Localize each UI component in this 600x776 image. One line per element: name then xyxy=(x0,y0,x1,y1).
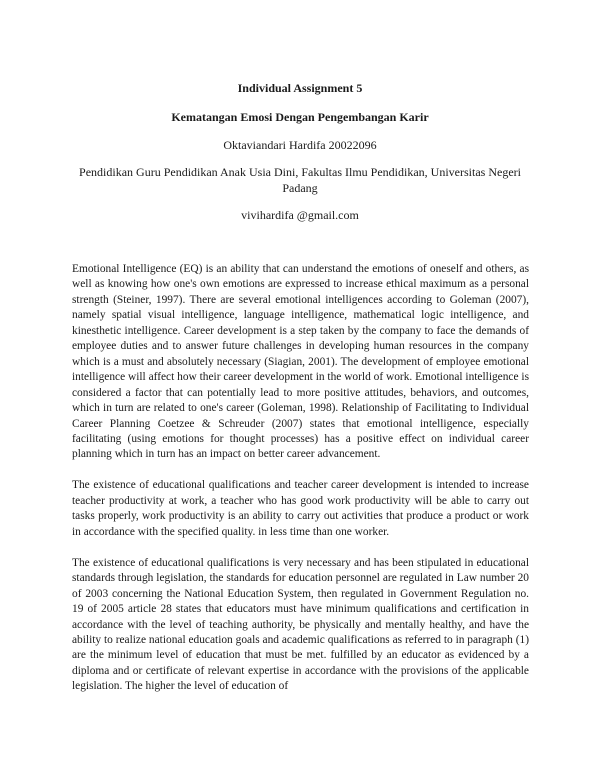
document-body xyxy=(72,262,529,710)
document-subtitle: Kematangan Emosi Dengan Pengembangan Karir xyxy=(171,110,429,124)
author-affiliation: Pendidikan Guru Pendidikan Anak Usia Dini, Fakultas Ilmu Pendidikan, Universitas Negeri Padang xyxy=(79,165,521,195)
document-title: Individual Assignment 5 xyxy=(237,81,363,95)
body-paragraph-3: The existence of educational qualifications is very necessary and has been stipulated in educational standards through legislation, the standards for education personnel are regulated in Law number 20 of 2003 concerning the National Education System, then regulated in Government Regulation no. 19 of 2005 article 28 states that educators must have minimum qualifications and certification in accordance with the level of teaching authority, be physically and mentally healthy, and have the ability to realize national education goals and academic qualifications as referred to in paragraph (1) are the minimum level of education that must be met. fulfilled by an educator as evidenced by a diploma and or certificate of relevant expertise in accordance with the provisions of the applicable legislation. The higher the level of education of xyxy=(72,556,529,693)
author-name: Oktaviandari Hardifa 20022096 xyxy=(223,138,377,152)
body-paragraph-2: The existence of educational qualifications and teacher career development is intended to increase teacher productivity at work, a teacher who has good work productivity will be able to carry out tasks properly, work productivity is an ability to carry out activities that produce a product or work in accordance with the specified quality. in less time than one worker. xyxy=(72,479,529,538)
body-paragraph-1: Emotional Intelligence (EQ) is an ability that can understand the emotions of oneself and others, as well as knowing how one's own emotions are expressed to increase ethical maximum as a personal strength (Steiner, 1997). There are several emotional intelligences according to Goleman (2007), namely spatial visual intelligence, language intelligence, mathematical logic intelligence, and kinesthetic intelligence. Career development is a step taken by the company to face the demands of employee duties and to answer future challenges in developing human resources in the company which is a must and absolutely necessary (Siagian, 2001). The development of employee emotional intelligence will affect how their career development in the world of work. Emotional intelligence is considered a factor that can potentially lead to more positive attitudes, behaviors, and outcomes, which in turn are related to one's career (Goleman, 1998). Relationship of Facilitating to Individual Career Planning Coetzee & Schreuder (2007) states that emotional intelligence, especially facilitating (using emotions for thought processes) has a positive effect on individual career planning which in turn has an impact on better career advancement. xyxy=(72,263,529,461)
author-email: vivihardifa @gmail.com xyxy=(241,208,359,222)
